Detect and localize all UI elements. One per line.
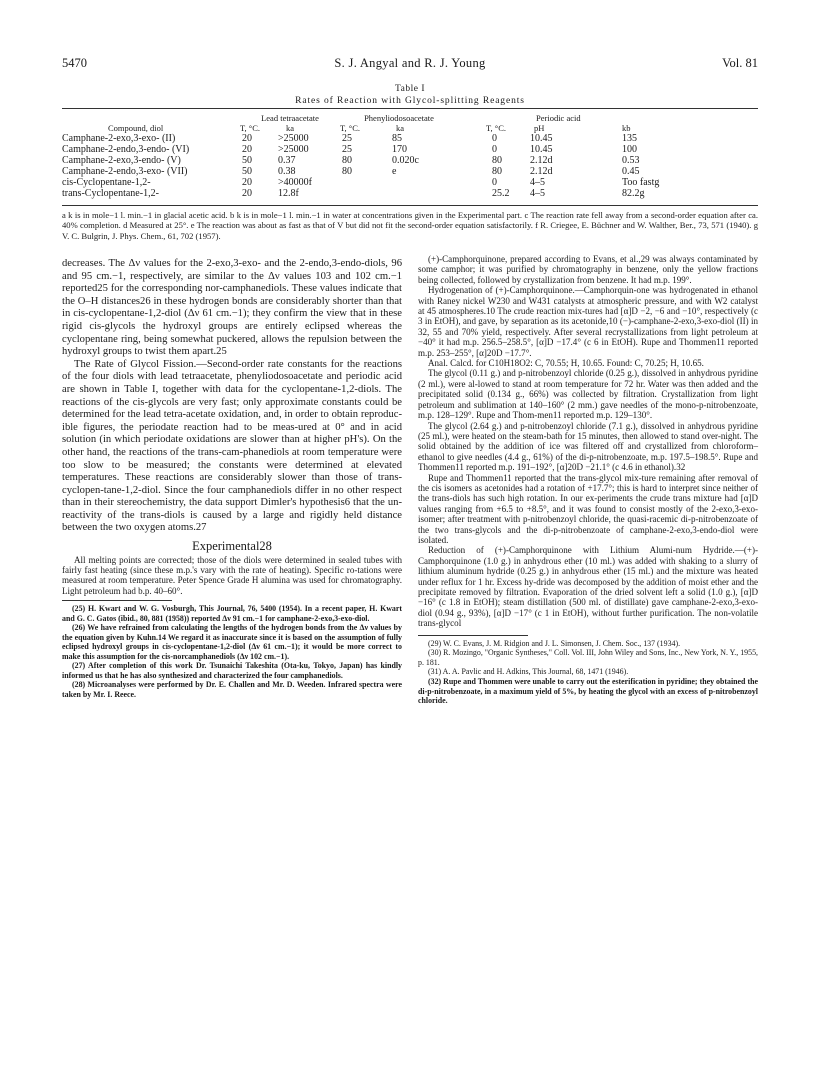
value-cell: 0.53 xyxy=(622,155,640,166)
value-cell: 135 xyxy=(622,133,637,144)
left-paragraph: decreases. The Δν values for the 2-exo,3-exo- and the 2-endo,3-endo-diols, 96 and 95 cm.−1, respectively, are similar to the Δν values 103 and 102 cm.−1 reported25 for the corresponding nor-camphanediols. These values indicate that the O–H distances26 in these hydrogen bonds are considerably shorter than that in cis-cyclopentane-1,2-diol (Δν 61 cm.−1); they confirm the view that in these rigid cis-glycols the hydroxyl groups are entirely eclipsed whereas the cyclopentane ring, being somewhat puckered, allows the repulsion between the hydroxyl groups to twist them apart.25 xyxy=(62,258,402,358)
right-paragraph: The glycol (2.64 g.) and p-nitrobenzoyl chloride (7.1 g.), dissolved in anhydrous pyridine (25 ml.), were heated on the steam-bath for 15 minutes, then allowed to stand over-night. The solid obtained by the addition of ice was filtered off and crystallized from chloroform–ethanol to give needles (4.4 g., 61%) of the di-p-nitrobenzoate, m.p. 197.5–198.5°. Rupe and Thommen11 reported m.p. 191–192°, [α]20D −21.1° (c 4.6 in ethanol).32 xyxy=(418,420,758,473)
col-temp-periodic: T, °C. xyxy=(486,123,507,133)
value-cell: 80 xyxy=(342,155,352,166)
value-cell: >25000 xyxy=(278,133,309,144)
value-cell: 0 xyxy=(492,177,497,188)
left-column xyxy=(62,258,402,699)
value-cell: 80 xyxy=(492,166,502,177)
value-cell: >25000 xyxy=(278,144,309,155)
footnote-separator xyxy=(62,600,172,601)
footnote: (27) After completion of this work Dr. Tsunaichi Takeshita (Ota-ku, Tokyo, Japan) has kindly informed us that he has also synthesized and characterized the four camphanediols. xyxy=(62,661,402,680)
value-cell: 10.45 xyxy=(530,144,553,155)
footnote: (28) Microanalyses were performed by Dr. E. Challen and Mr. D. Weeden. Infrared spectra were taken by Mr. I. Reece. xyxy=(62,680,402,699)
value-cell: e xyxy=(392,166,397,177)
compound-cell: Camphane-2-exo,3-exo- (II) xyxy=(62,133,176,144)
page-number: 5470 xyxy=(62,56,87,70)
footnote: (26) We have refrained from calculating the lengths of the hydrogen bonds from the Δν values by the equation given by Kuhn.14 We regard it as inaccurate since it is based on the assumption of fully eclipsed hydroxyl groups in cis-cyclopentane-1,2-diol (Δν 61 cm.−1); it would be more correct to make this assumption for the cis-norcamphanediols (Δν 102 cm.−1). xyxy=(62,623,402,661)
value-cell: 20 xyxy=(242,133,252,144)
value-cell: 25 xyxy=(342,133,352,144)
value-cell: >40000f xyxy=(278,177,312,188)
left-paragraph: All melting points are corrected; those of the diols were determined in sealed tubes with fairly fast heating (since these m.p.'s vary with the rate of heating). Specific ro-tations were measured at room temperature. Peter Spence Grade H alumina was used for chromatography. Light petroleum had b.p. 40–60°. xyxy=(62,554,402,596)
running-header xyxy=(62,56,758,72)
table-row xyxy=(62,177,758,188)
table-row xyxy=(62,166,758,177)
value-cell: 25 xyxy=(342,144,352,155)
value-cell: 0.45 xyxy=(622,166,640,177)
right-column xyxy=(418,254,758,706)
running-title: S. J. Angyal and R. J. Young xyxy=(334,56,486,70)
col-compound: Compound, diol xyxy=(108,123,164,133)
value-cell: 2.12d xyxy=(530,166,553,177)
value-cell: 0.37 xyxy=(278,155,296,166)
col-temp-phenyl: T, °C. xyxy=(340,123,361,133)
footnote: (31) A. A. Pavlic and H. Adkins, This Journal, 68, 1471 (1946). xyxy=(428,667,629,677)
compound-cell: Camphane-2-endo,3-exo- (VII) xyxy=(62,166,188,177)
value-cell: 12.8f xyxy=(278,188,299,199)
table-group-header xyxy=(62,113,758,123)
value-cell xyxy=(378,188,458,199)
value-cell: 80 xyxy=(342,166,352,177)
value-cell: 0 xyxy=(492,133,497,144)
table-top-rule xyxy=(62,108,758,109)
value-cell: 10.45 xyxy=(530,133,553,144)
right-paragraph: Reduction of (+)-Camphorquinone with Lithium Alumi-num Hydride.—(+)-Camphorquinone (1.0 g.) in anhydrous ether (10 ml.) was added with shaking to a slurry of lithium aluminum hydride (0.25 g.) in anhydrous ether (15 ml.) and the mixture was heated under reflux for 1 hr. Excess hy-dride was decomposed by the addition of moist ether and the precipitate removed by filtration. Evaporation of the dried solvent left a solid (1.0 g.), [α]D −16° (c 1.8 in EtOH); steam distillation (500 ml. of distillate) gave camphane-2-exo,3-exo-diol (0.94 g., 93%), [α]D −17° (c 1 in EtOH), without further purification. The non-volatile trans-glycol xyxy=(418,545,758,629)
value-cell: 170 xyxy=(392,144,407,155)
right-paragraph: Anal. Calcd. for C10H18O2: C, 70.55; H, 10.65. Found: C, 70.25; H, 10.65. xyxy=(428,358,704,369)
footnote-separator xyxy=(418,635,528,636)
col-k-periodic: kb xyxy=(622,123,631,133)
value-cell: 50 xyxy=(242,155,252,166)
footnote: (25) H. Kwart and W. G. Vosburgh, This Journal, 76, 5400 (1954). In a recent paper, H. Kwart and G. C. Gatos (ibid., 80, 881 (1958)) reported Δν 91 cm.−1 for camphane-2-exo,3-exo-diol. xyxy=(62,604,402,623)
col-k-phenyl: ka xyxy=(396,123,405,133)
col-ph: pH xyxy=(534,123,545,133)
table-row xyxy=(62,144,758,155)
value-cell: 0.38 xyxy=(278,166,296,177)
group-phenyliodoso: Phenyliodosoacetate xyxy=(364,113,434,123)
right-paragraph: (+)-Camphorquinone, prepared according to Evans, et al.,29 was always contaminated by some camphor; it was purified by chromatography in benzene, only the yellow fractions being collected, followed by crystallization from benzene. It had m.p. 199°. xyxy=(418,254,758,285)
value-cell: 4–5 xyxy=(530,188,545,199)
value-cell xyxy=(340,188,378,199)
table-row xyxy=(62,188,758,199)
right-paragraph: The glycol (0.11 g.) and p-nitrobenzoyl chloride (0.25 g.), dissolved in anhydrous pyridine (2 ml.), were al-lowed to stand at room temperature for 72 hr. Water was then added and the precipitated solid (0.134 g., 66%) was collected by filtration. Crystallization from light petroleum and sublimation at 140–160° (2 mm.) gave needles of the mono-p-nitrobenzoate, m.p. 128–129°. Rupe and Thom-men11 reported m.p. 129–130°. xyxy=(418,368,758,421)
rates-table xyxy=(62,113,758,199)
right-paragraph: Rupe and Thommen11 reported that the trans-glycol mix-ture remaining after removal of the cis isomers as acetonides had a rotation of +17.7°; this is hard to interpret since neither of the trans-diols has such high rotation. In our ex-periments the crude trans mixture had [α]D values ranging from +6.5 to +8.5°, and it was found to consist mostly of the 2-exo,3-exo-isomer; after treatment with p-nitrobenzoyl chloride, the quasi-racemic di-p-nitrobenzoate of the two trans-glycols and the di-p-nitrobenzoate of camphane-2-exo,3-endo-diol were isolated. xyxy=(418,472,758,545)
value-cell xyxy=(340,177,378,188)
value-cell: 0 xyxy=(492,144,497,155)
table-row xyxy=(62,155,758,166)
value-cell: 2.12d xyxy=(530,155,553,166)
footnote: (30) R. Mozingo, "Organic Syntheses," Coll. Vol. III, John Wiley and Sons, Inc., New York, N. Y., 1955, p. 181. xyxy=(418,648,758,667)
compound-cell: Camphane-2-endo,3-endo- (VI) xyxy=(62,144,190,155)
compound-cell: Camphane-2-exo,3-endo- (V) xyxy=(62,155,181,166)
experimental-heading: Experimental28 xyxy=(192,539,272,554)
value-cell: 25.2 xyxy=(492,188,510,199)
col-temp-lead: T, °C. xyxy=(240,123,261,133)
volume-label: Vol. 81 xyxy=(722,56,758,70)
table-title: Rates of Reaction with Glycol-splitting Reagents xyxy=(295,96,525,106)
value-cell: 0.020c xyxy=(392,155,419,166)
value-cell xyxy=(378,177,458,188)
value-cell: 80 xyxy=(492,155,502,166)
value-cell: 85 xyxy=(392,133,402,144)
value-cell: 50 xyxy=(242,166,252,177)
value-cell: 20 xyxy=(242,188,252,199)
right-paragraph: Hydrogenation of (+)-Camphorquinone.—Camphorquin-one was hydrogenated in ethanol with Raney nickel W230 and W431 catalysts at atmospheric pressure, and with W2 catalyst at 45 atmospheres.10 The crude reaction mix-tures had [α]D −2, −6 and −10°, respectively (c 3 in EtOH), and gave, by separation as its acetonide,10 (−)-camphane-2-exo,3-exo-diol (II) in 32, 55 and 70% yield, respectively. After several recrystallizations from light petroleum at −40° it had m.p. 256.5–258.5°, [α]D −17.4° (c 6 in EtOH). Rupe and Thommen11 reported m.p. 253–255°, [α]20D −17.7°. xyxy=(418,285,758,358)
table-caption: Table I xyxy=(394,84,425,94)
table-footnotes: a k is in mole−1 l. min.−1 in glacial acetic acid. b k is in mole−1 l. min.−1 in water at concentrations given in the Experimental part. c The reaction rate fell away from a second-order equation after ca. 40% completion. d Measured at 25°. e The reaction was about as fast as that of V but did not fit the second-order equation satisfactorily. f R. Criegee, E. Büchner and W. Walther, Ber., 73, 571 (1940). g V. C. Bulgrin, J. Phys. Chem., 61, 702 (1957). xyxy=(62,210,758,241)
col-k-lead: ka xyxy=(286,123,295,133)
group-periodic: Periodic acid xyxy=(536,113,581,123)
table-bottom-rule xyxy=(62,205,758,206)
table-column-header xyxy=(62,123,758,133)
footnote: (29) W. C. Evans, J. M. Ridgion and J. L. Simonsen, J. Chem. Soc., 137 (1934). xyxy=(428,638,681,648)
value-cell: Too fastg xyxy=(622,177,660,188)
value-cell: 4–5 xyxy=(530,177,545,188)
value-cell: 82.2g xyxy=(622,188,645,199)
value-cell: 20 xyxy=(242,177,252,188)
footnote: (32) Rupe and Thommen were unable to carry out the esterification in pyridine; they obtained the di-p-nitrobenzoate, in a maximum yield of 5%, by heating the glycol with an excess of p-nitrobenzoyl chloride. xyxy=(418,677,758,706)
group-lead: Lead tetraacetate xyxy=(261,113,319,123)
compound-cell: trans-Cyclopentane-1,2- xyxy=(62,188,159,199)
value-cell: 100 xyxy=(622,144,637,155)
value-cell: 20 xyxy=(242,144,252,155)
compound-cell: cis-Cyclopentane-1,2- xyxy=(62,177,151,188)
left-paragraph: The Rate of Glycol Fission.—Second-order rate constants for the reactions of the four diols with lead tetraacetate, phenyliodosoacetate and periodic acid are shown in Table I, together with data for the cyclopentane-1,2-diols. The reactions of the cis-glycols are very fast; only approximate constants could be determined for the lead tetra-acetate oxidation, and, in order to obtain reproduc-ible figures, the periodate reaction had to be meas-ured at 0° and in acid solution (in which periodate oxidations are slower than at higher pH's). On the other hand, the reactions of the trans-cam-phanediols at room temperature were too slow to be measured; the constants were determined at elevated temperatures. These reactions are considerably slower than those of trans-cyclopen-tane-1,2-diol. Since the four camphanediols differ in no other respect than in their stereochemistry, the data support Dimler's hypothesis6 that the un-reactivity of the trans-diols is caused by a large and rigidly held distance between the two oxygen atoms.27 xyxy=(62,358,402,534)
table-row xyxy=(62,133,758,144)
